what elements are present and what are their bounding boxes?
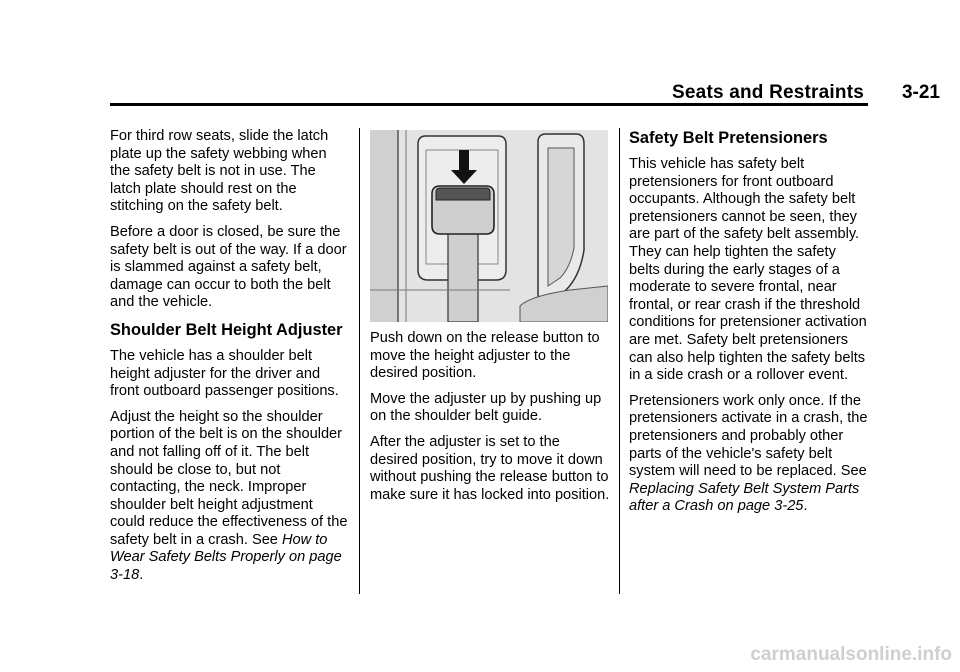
column-right <box>629 128 869 524</box>
paragraph-pretensioners-intro: This vehicle has safety belt pretensioners for front outboard occupants. Although the safety belt pretensioners cannot be seen, they are part of the safety belt assembly. They can help tighten the safety belts during the early stages of a moderate to severe frontal, near frontal, or rear crash if the threshold conditions for pretensioner activation are met. Safety belt pretensioners can also help tighten the safety belts in a side crash or a rollover event. <box>629 156 867 384</box>
section-title: Seats and Restraints <box>672 82 864 103</box>
column-left <box>110 128 350 593</box>
cross-reference-link[interactable]: How to Wear Safety Belts Properly on page 3-18 <box>110 531 342 584</box>
paragraph-latch-plate: For third row seats, slide the latch plate up the safety webbing when the safety belt is not in use. The latch plate should rest on the stitching on the safety belt. <box>110 128 329 215</box>
paragraph-adjust-height <box>110 409 350 585</box>
paragraph-door-warning: Before a door is closed, be sure the safety belt is out of the way. If a door is slammed against a safety belt, damage can occur to both the belt and the vehicle. <box>110 223 347 311</box>
paragraph-end: . <box>803 498 808 515</box>
paragraph-pretensioners-once-text: Pretensioners work only once. If the pretensioners activate in a crash, the pretensioners and probably other parts of the vehicle's safety belt system will need to be replaced. See <box>629 392 868 480</box>
shoulder-belt-adjuster-illustration <box>370 130 608 322</box>
paragraph-end: . <box>139 567 144 584</box>
paragraph-adjust-height-text: Adjust the height so the shoulder portion of the belt is on the shoulder and not falling off of it. The belt should be close to, but not contacting, the neck. Improper shoulder belt height adjustment could reduce the effectiveness of the safety belt in a crash. See <box>110 408 348 548</box>
paragraph-adjuster-intro: The vehicle has a shoulder belt height adjuster for the driver and front outboard passenger positions. <box>110 347 339 400</box>
page-number: 3-21 <box>901 82 940 103</box>
heading-safety-belt-pretensioners: Safety Belt Pretensioners <box>629 129 828 147</box>
paragraph-push-release: Push down on the release button to move the height adjuster to the desired position. <box>370 330 600 382</box>
column-divider-right <box>619 128 620 594</box>
header-rule <box>110 103 868 106</box>
column-divider-left <box>359 128 360 594</box>
heading-shoulder-belt-height-adjuster: Shoulder Belt Height Adjuster <box>110 320 343 339</box>
cross-reference-link[interactable]: Replacing Safety Belt System Parts after a Crash on page 3-25 <box>629 480 860 515</box>
page-header <box>0 0 960 110</box>
column-middle <box>370 330 610 512</box>
paragraph-pretensioners-once <box>629 393 869 516</box>
watermark: carmanualsonline.info <box>750 644 952 665</box>
paragraph-move-up: Move the adjuster up by pushing up on the shoulder belt guide. <box>370 390 602 425</box>
paragraph-lock-check: After the adjuster is set to the desired position, try to move it down without pushing the release button to make sure it has locked into position. <box>370 433 610 503</box>
